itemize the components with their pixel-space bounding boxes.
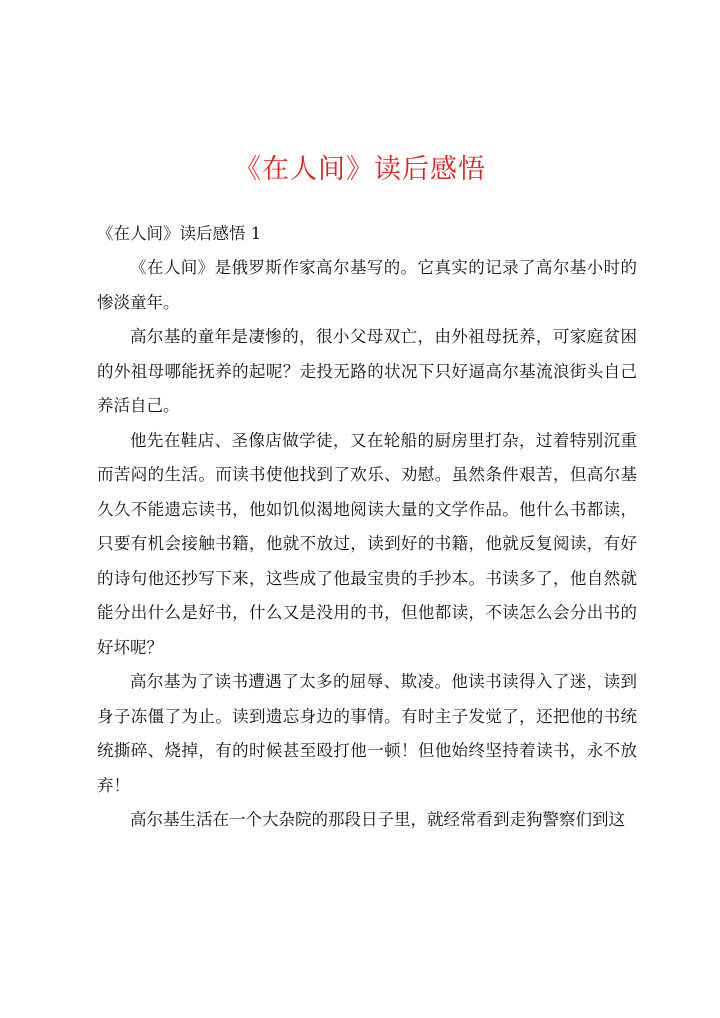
document-body <box>97 216 637 838</box>
paragraph-3: 他先在鞋店、圣像店做学徒，又在轮船的厨房里打杂，过着特别沉重而苦闷的生活。而读书使他找到了欢乐、劝慰。虽然条件艰苦，但高尔基久久不能遗忘读书，他如饥似渴地阅读大量的文学作品。他什么书都读，只要有机会接触书籍，他就不放过，读到好的书籍，他就反复阅读，有好的诗句他还抄写下来，这些成了他最宝贵的手抄本。书读多了，他自然就能分出什么是好书，什么又是没用的书，但他都读，不读怎么会分出书的好坏呢？ <box>97 430 637 657</box>
paragraph-4: 高尔基为了读书遭遇了太多的屈辱、欺凌。他读书读得入了迷，读到身子冻僵了为止。读到遗忘身边的事情。有时主子发觉了，还把他的书统统撕碎、烧掉，有的时候甚至殴打他一顿！但他始终坚持着读书，永不放弃！ <box>97 672 637 795</box>
paragraph-1: 《在人间》是俄罗斯作家高尔基写的。它真实的记录了高尔基小时的惨淡童年。 <box>97 258 637 312</box>
section-heading: 《在人间》读后感悟 1 <box>97 224 262 243</box>
paragraph-5: 高尔基生活在一个大杂院的那段日子里，就经常看到走狗警察们到这 <box>130 810 625 829</box>
document-title: 《在人间》读后感悟 <box>234 154 486 185</box>
paragraph-2: 高尔基的童年是凄惨的，很小父母双亡，由外祖母抚养，可家庭贫困的外祖母哪能抚养的起呢？走投无路的状况下只好逼高尔基流浪街头自己养活自己。 <box>97 327 637 415</box>
